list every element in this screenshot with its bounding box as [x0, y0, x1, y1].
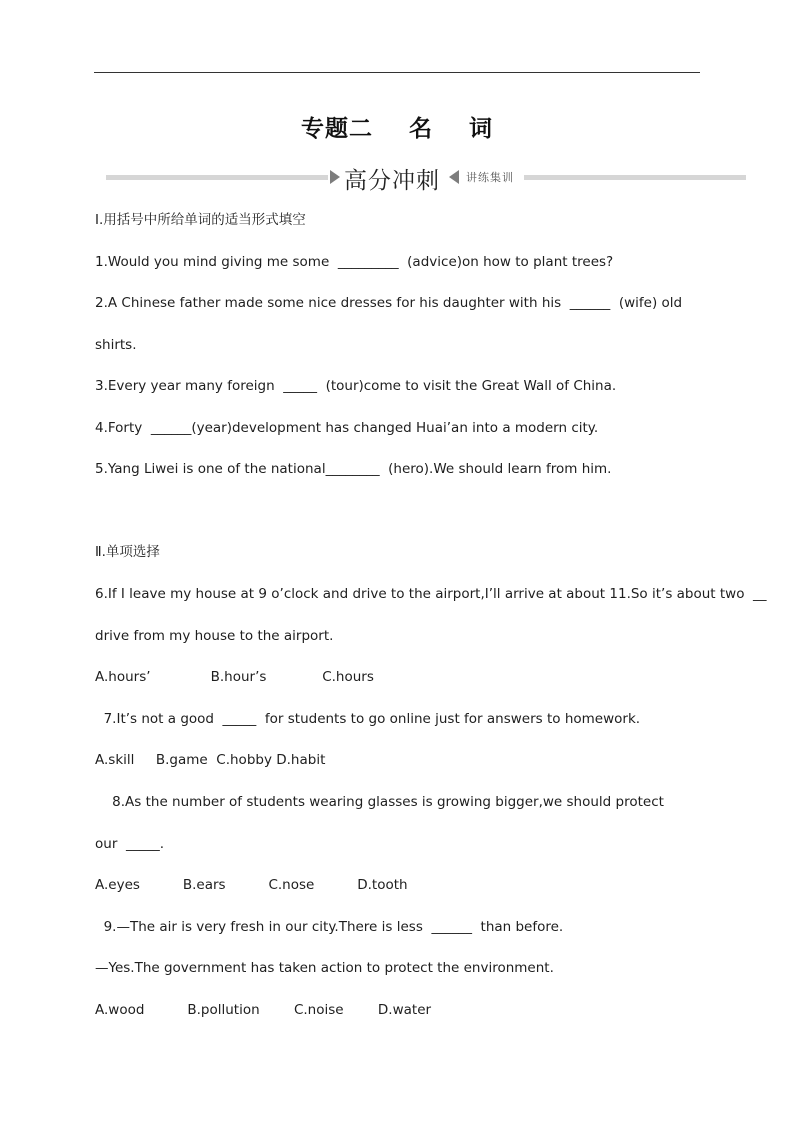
banner-bar-right	[524, 175, 746, 180]
banner-bar-left	[106, 175, 328, 180]
page-title: 专题二 名 词	[300, 116, 494, 142]
section-1-heading: Ⅰ.用括号中所给单词的适当形式填空	[95, 212, 306, 228]
question-6-options: A.hours’ B.hour’s C.hours	[95, 669, 374, 685]
question-5: 5.Yang Liwei is one of the national________ (hero).We should learn from him.	[95, 461, 612, 477]
question-8-options: A.eyes B.ears C.nose D.tooth	[95, 877, 408, 893]
banner-arrow-left-icon	[449, 170, 459, 184]
question-6: 6.If I leave my house at 9 o’clock and drive to the airport,I’ll arrive at about 11.So it’s about two __	[95, 586, 767, 602]
question-9-response: —Yes.The government has taken action to protect the environment.	[95, 960, 554, 976]
question-9: 9.—The air is very fresh in our city.There is less ______ than before.	[95, 919, 564, 935]
question-8: 8.As the number of students wearing glasses is growing bigger,we should protect	[95, 794, 664, 810]
question-4: 4.Forty ______(year)development has changed Huai’an into a modern city.	[95, 420, 599, 436]
banner-tag: 讲练集训	[466, 171, 514, 184]
banner-label: 高分冲刺	[344, 168, 440, 194]
question-9-options: A.wood B.pollution C.noise D.water	[95, 1002, 432, 1018]
question-2-continuation: shirts.	[95, 337, 137, 353]
top-rule	[94, 72, 700, 73]
question-3: 3.Every year many foreign _____ (tour)come to visit the Great Wall of China.	[95, 378, 617, 394]
question-6-continuation: drive from my house to the airport.	[95, 628, 334, 644]
question-2: 2.A Chinese father made some nice dresses for his daughter with his ______ (wife) old	[95, 295, 683, 311]
question-7: 7.It’s not a good _____ for students to go online just for answers to homework.	[95, 711, 641, 727]
question-7-options: A.skill B.game C.hobby D.habit	[95, 752, 326, 768]
section-banner	[106, 160, 746, 196]
question-8-continuation: our _____.	[95, 836, 164, 852]
banner-arrow-right-icon	[330, 170, 340, 184]
question-1: 1.Would you mind giving me some _________ (advice)on how to plant trees?	[95, 254, 614, 270]
section-2-heading: Ⅱ.单项选择	[95, 544, 160, 560]
